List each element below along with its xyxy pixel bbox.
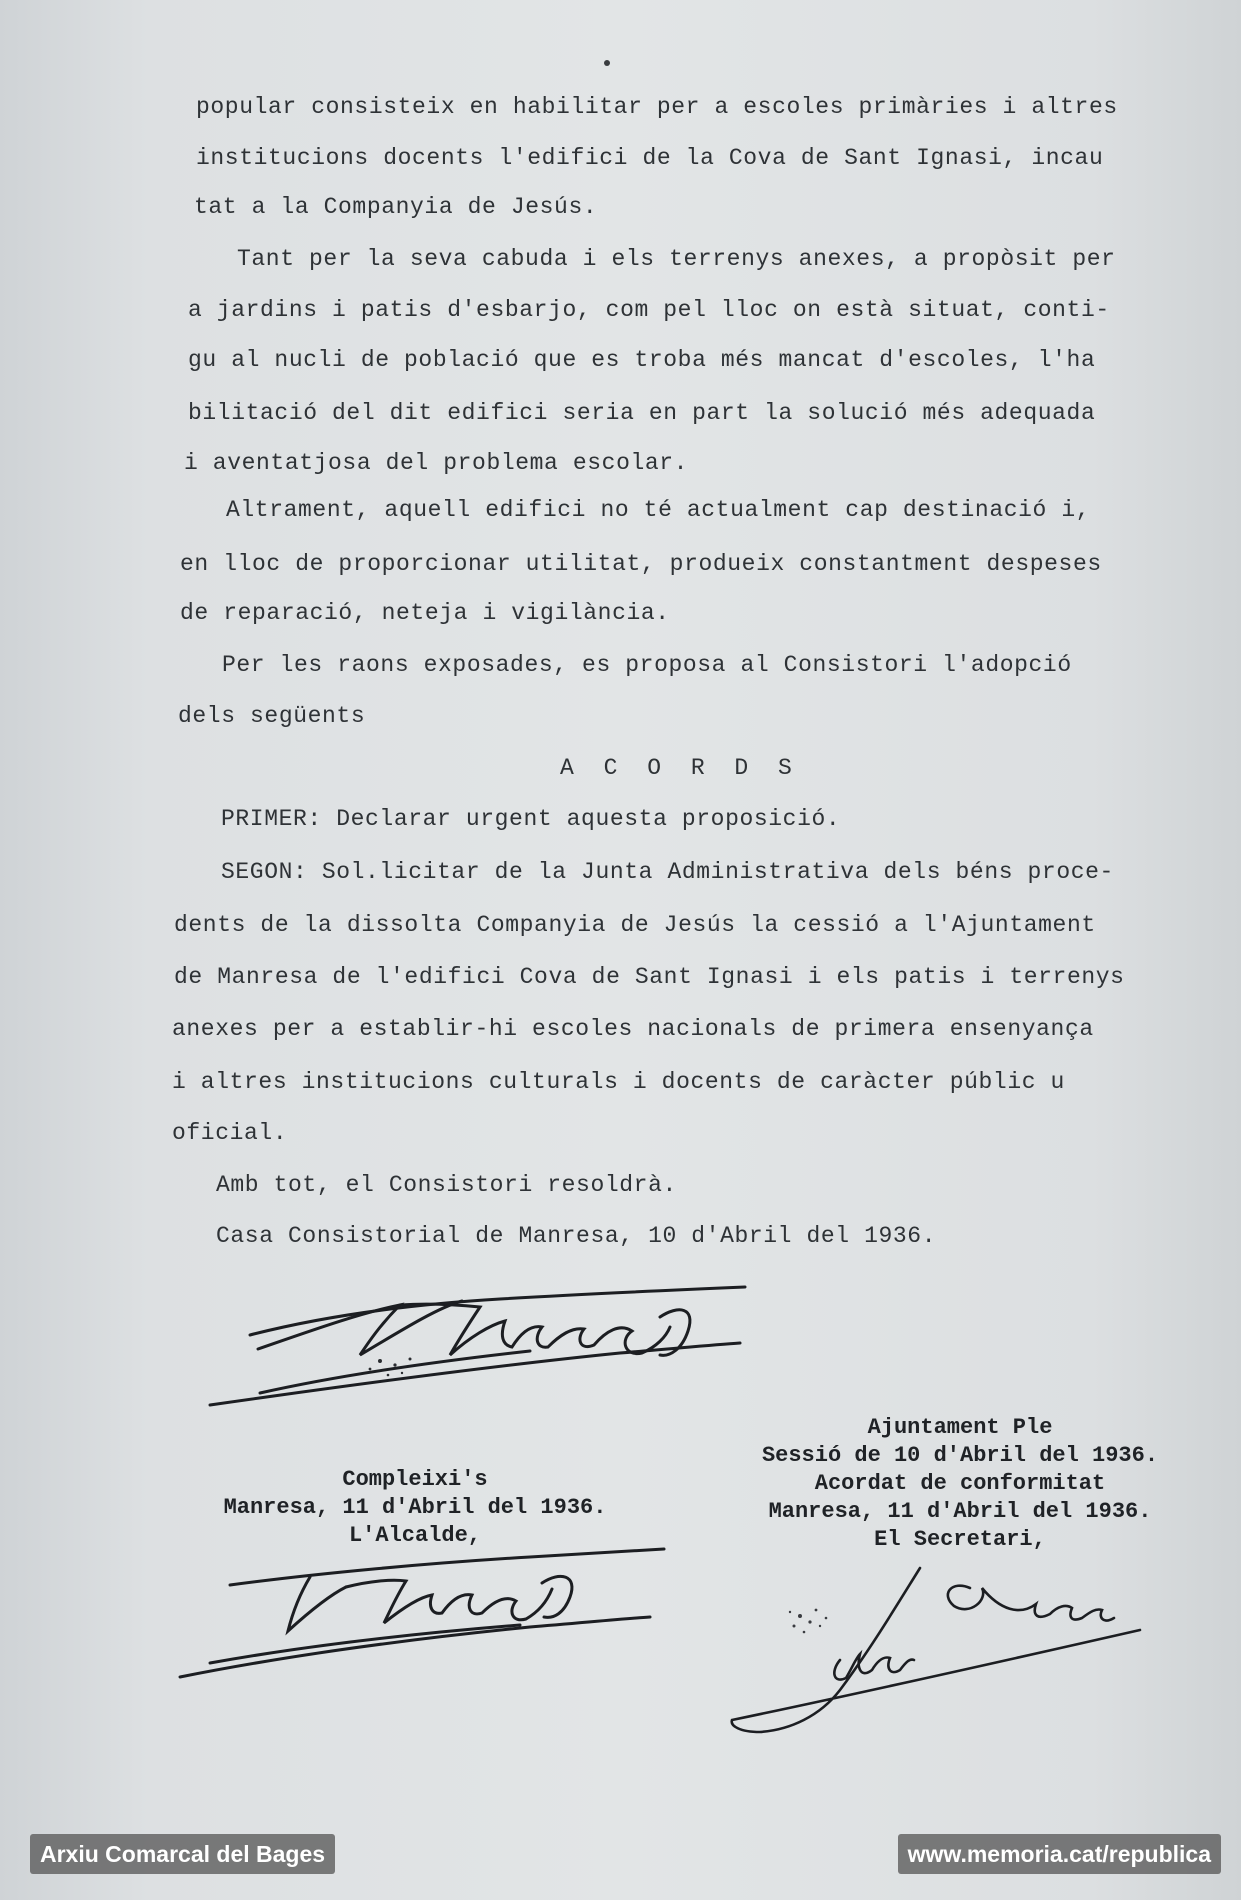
website-watermark: www.memoria.cat/republica: [898, 1834, 1221, 1874]
closing-line: Amb tot, el Consistori resoldrà.: [216, 1172, 677, 1198]
body-line: i aventatjosa del problema escolar.: [184, 450, 689, 476]
secretary-signature: [720, 1560, 1150, 1740]
acord-line: dents de la dissolta Companyia de Jesús la cessió a l'Ajuntament: [174, 912, 1096, 938]
body-line: gu al nucli de població que es troba més mancat d'escoles, l'ha: [188, 347, 1096, 373]
closing-line: Casa Consistorial de Manresa, 10 d'Abril del 1936.: [216, 1223, 937, 1249]
approval-line: Compleixi's: [342, 1467, 488, 1492]
plenary-date: Manresa, 11 d'Abril del 1936.: [768, 1499, 1152, 1524]
plenary-title: Ajuntament Ple: [867, 1415, 1053, 1440]
body-line: dels següents: [178, 703, 366, 729]
approval-date: Manresa, 11 d'Abril del 1936.: [223, 1495, 607, 1520]
body-line: bilitació del dit edifici seria en part la solució més adequada: [188, 400, 1096, 426]
acord-line: PRIMER: Declarar urgent aquesta proposició.: [221, 806, 841, 832]
acords-heading: A C O R D S: [560, 755, 800, 781]
body-line: Altrament, aquell edifici no té actualment cap destinació i,: [226, 497, 1091, 523]
body-line: institucions docents l'edifici de la Cova de Sant Ignasi, incau: [196, 145, 1104, 171]
body-line: en lloc de proporcionar utilitat, produeix constantment despeses: [180, 551, 1102, 577]
body-line: popular consisteix en habilitar per a escoles primàries i altres: [196, 94, 1118, 120]
archive-watermark: Arxiu Comarcal del Bages: [30, 1834, 335, 1874]
plenary-block: [720, 1414, 1200, 1554]
body-line: Per les raons exposades, es proposa al Consistori l'adopció: [222, 652, 1072, 678]
secretary-title: El Secretari,: [874, 1527, 1046, 1552]
mayor-title: L'Alcalde,: [348, 1523, 482, 1548]
acord-line: SEGON: Sol.licitar de la Junta Administrativa dels béns proce-: [221, 859, 1114, 885]
body-line: de reparació, neteja i vigilància.: [180, 600, 670, 626]
body-line: Tant per la seva cabuda i els terrenys anexes, a propòsit per: [237, 246, 1116, 272]
body-line: a jardins i patis d'esbarjo, com pel lloc on està situat, conti-: [188, 297, 1110, 323]
ink-dot: [604, 60, 610, 66]
plenary-agreement: Acordat de conformitat: [814, 1471, 1106, 1496]
plenary-session: Sessió de 10 d'Abril del 1936.: [761, 1443, 1159, 1468]
acord-line: oficial.: [172, 1120, 288, 1146]
acord-line: i altres institucions culturals i docents de caràcter públic u: [172, 1069, 1065, 1095]
mayor-signature-upper: [200, 1265, 760, 1415]
acord-line: anexes per a establir-hi escoles nacionals de primera ensenyança: [172, 1016, 1094, 1042]
mayor-signature-lower: [170, 1515, 670, 1685]
body-line: tat a la Companyia de Jesús.: [194, 194, 598, 220]
acord-line: de Manresa de l'edifici Cova de Sant Ignasi i els patis i terrenys: [174, 964, 1125, 990]
